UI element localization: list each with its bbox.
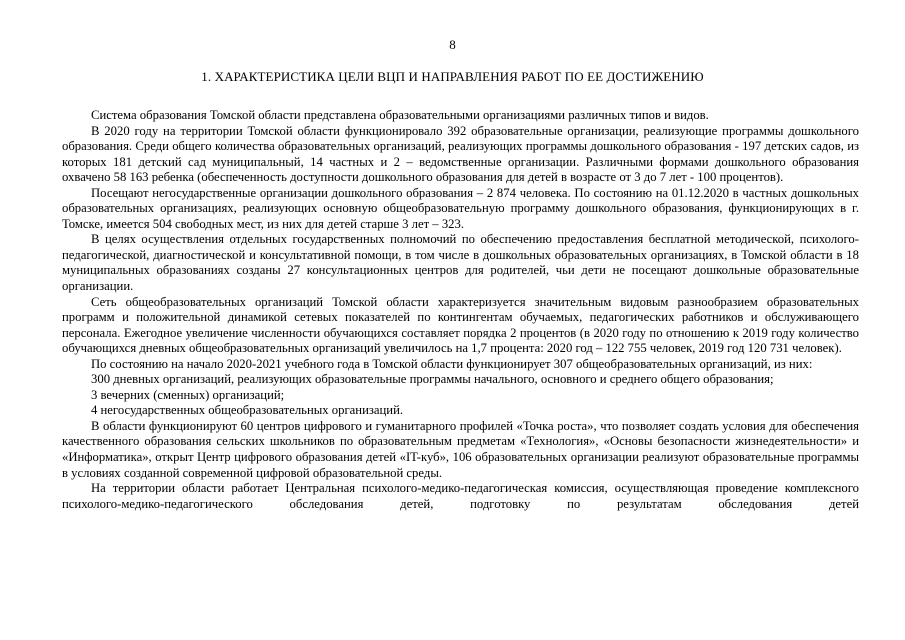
paragraph: По состоянию на начало 2020-2021 учебного года в Томской области функционирует 307 общеобразовательных организаций, из них: [91,356,813,371]
paragraph: Система образования Томской области представлена образовательными организациями различных типов и видов. [91,108,709,122]
paragraph: В области функционируют 60 центров цифрового и гуманитарного профилей «Точка роста», что позволяет создать условия для обеспечения качественного образования сельских школьников по образовательным предметам «Технология», «Основы безопасности жизнедеятельности» и «Информатика», открыт Центр цифрового образования детей «IT-куб», 106 образовательных организации реализуют образовательные программы в условиях созданной современной цифровой образовательной среды. [62,418,859,480]
list-item: 4 негосударственных общеобразовательных организаций. [91,403,404,418]
page-number: 8 [449,37,456,52]
paragraph: На территории области работает Центральная психолого-медико-педагогическая комиссия, осуществляющая проведение комплексного психолого-медико-педагогического обследования детей, подготовку по результатам обследования детей [62,481,859,511]
paragraph: Сеть общеобразовательных организаций Томской области характеризуется значительным видовым разнообразием образовательных программ и положительной динамикой сетевых показателей по контингентам обучаемых, педагогических работников и обслуживающего персонала. Ежегодное увеличение численности обучающихся составляет порядка 2 процентов (в 2020 году по отношению к 2019 году количество обучающихся дневных общеобразовательных организаций увеличилось на 1,7 процента: 2020 год – 122 755 человек, 2019 год 120 731 человек). [62,294,859,356]
paragraph: Посещают негосударственные организации дошкольного образования – 2 874 человека. По состоянию на 01.12.2020 в частных дошкольных образовательных организациях, реализующих основную общеобразовательную программу дошкольного образования, функционирующих в г. Томске, имеется 504 свободных мест, из них для детей старше 3 лет – 323. [62,185,859,231]
body-text [62,108,859,512]
paragraph: В целях осуществления отдельных государственных полномочий по обеспечению предоставления бесплатной методической, психолого-педагогической, диагностической и консультативной помощи, в том числе в дошкольных образовательных организациях, в Томской области в 18 муниципальных образованиях созданы 27 консультационных центров для родителей, чьи дети не посещают дошкольные образовательные организации. [62,232,859,294]
list-item: 3 вечерних (сменных) организаций; [91,387,285,402]
section-heading: 1. ХАРАКТЕРИСТИКА ЦЕЛИ ВЦП И НАПРАВЛЕНИЯ РАБОТ ПО ЕЕ ДОСТИЖЕНИЮ [201,69,704,84]
list-item: 300 дневных организаций, реализующих образовательные программы начального, основного и среднего общего образования; [91,372,774,387]
paragraph: В 2020 году на территории Томской области функционировало 392 образовательные организации, реализующие программы дошкольного образования. Среди общего количества образовательных организаций, реализующих программы дошкольного образования - 197 детских садов, из которых 181 детский сад муниципальный, 14 частных и 2 – ведомственные организации. Различными формами дошкольного образования охвачено 58 163 ребенка (обеспеченность доступности дошкольного образования для детей в возрасте от 3 до 7 лет - 100 процентов). [62,123,859,185]
